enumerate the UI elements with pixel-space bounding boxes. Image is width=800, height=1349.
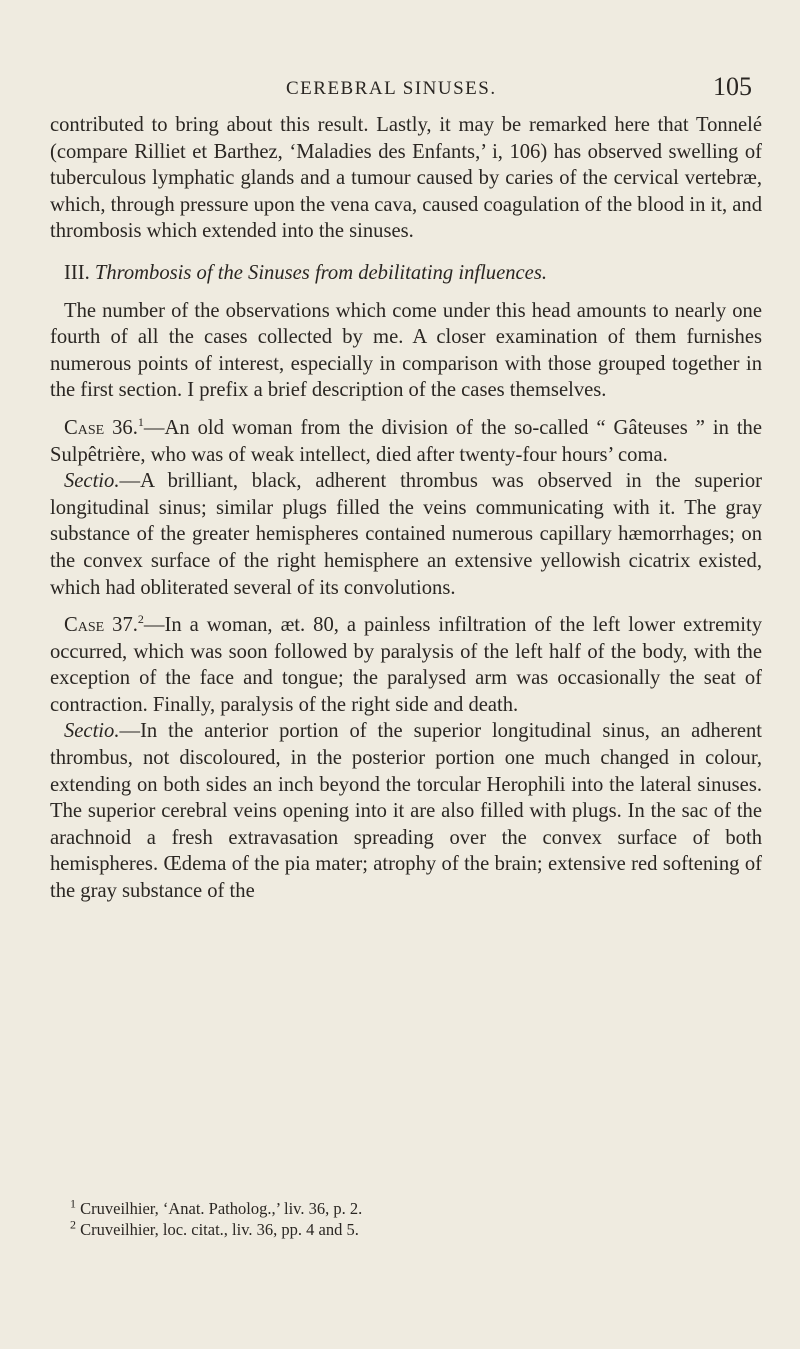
case-36-sectio-text: —A brilliant, black, adherent thrombus was observed in the superior longitudinal sinus; similar plugs filled the veins communicating with it. The gray substance of the greater hemispheres contained numerous capillary hæmorrhages; on the convex surface of the right hemisphere an extensive yellowish cicatrix existed, which had obliterated several of its convolutions. bbox=[50, 470, 762, 599]
section-title: Thrombosis of the Sinuses from debilitating influences. bbox=[94, 261, 547, 284]
footnote bbox=[70, 1219, 760, 1240]
paragraph-continuation: contributed to bring about this result. Lastly, it may be remarked here that Tonnelé (compare Rilliet et Barthez, ‘Maladies des Enfants,’ i, 106) has observed swelling of tuberculous lymphatic glands and a tumour caused by caries of the cervical vertebræ, which, through pressure upon the vena cava, caused coagulation of the blood in it, and thrombosis which extended into the sinuses. bbox=[50, 114, 762, 243]
page-header bbox=[0, 72, 800, 108]
case-36-sectio bbox=[50, 468, 762, 601]
case-37-label: Case 37. bbox=[64, 614, 138, 637]
case-36-label: Case 36. bbox=[64, 416, 138, 439]
footnote-text: Cruveilhier, loc. citat., liv. 36, pp. 4 and 5. bbox=[80, 1220, 359, 1239]
case-37-text: —In a woman, æt. 80, a painless infiltration of the left lower extremity occurred, which was soon followed by paralysis of the left half of the body, with the exception of the face and tongue; the paralysed arm was occasionally the seat of contraction. Finally, paralysis of the right side and death. bbox=[50, 614, 762, 716]
section-number: III. bbox=[64, 261, 90, 284]
running-title: CEREBRAL SINUSES. bbox=[286, 78, 497, 99]
footnote-ref-2: 2 bbox=[137, 612, 144, 627]
footnote bbox=[70, 1198, 760, 1219]
case-36-text: —An old woman from the division of the so-called “ Gâteuses ” in the Sulpêtrière, who was of weak intellect, died after twenty-four hours’ coma. bbox=[50, 416, 762, 466]
section-heading bbox=[50, 260, 762, 287]
sectio-label: Sectio. bbox=[64, 720, 120, 743]
footnote-text: Cruveilhier, ‘Anat. Patholog.,’ liv. 36, p. 2. bbox=[80, 1199, 363, 1218]
paragraph-intro: The number of the observations which come under this head amounts to nearly one fourth of all the cases collected by me. A closer examination of them furnishes numerous points of interest, especially in comparison with those grouped together in the first section. I prefix a brief description of the cases themselves. bbox=[50, 299, 762, 402]
footnotes bbox=[70, 1198, 760, 1240]
case-37-paragraph bbox=[50, 612, 762, 718]
case-37-sectio-text: —In the anterior portion of the superior longitudinal sinus, an adherent thrombus, not discoloured, in the posterior portion one much changed in colour, extending on both sides an inch beyond the torcular Herophili into the lateral sinuses. The superior cerebral veins opening into it are also filled with plugs. In the sac of the arachnoid a fresh extravasation spreading over the convex surface of both hemispheres. Œdema of the pia mater; atrophy of the brain; extensive red softening of the gray substance of the bbox=[50, 720, 762, 903]
footnote-ref-1: 1 bbox=[137, 415, 144, 430]
footnote-mark: 1 bbox=[70, 1196, 76, 1211]
footnote-mark: 2 bbox=[70, 1217, 76, 1232]
body-text bbox=[50, 112, 762, 905]
page-number: 105 bbox=[713, 72, 752, 101]
sectio-label: Sectio. bbox=[64, 470, 120, 493]
case-37-sectio bbox=[50, 718, 762, 904]
case-36-paragraph bbox=[50, 415, 762, 468]
